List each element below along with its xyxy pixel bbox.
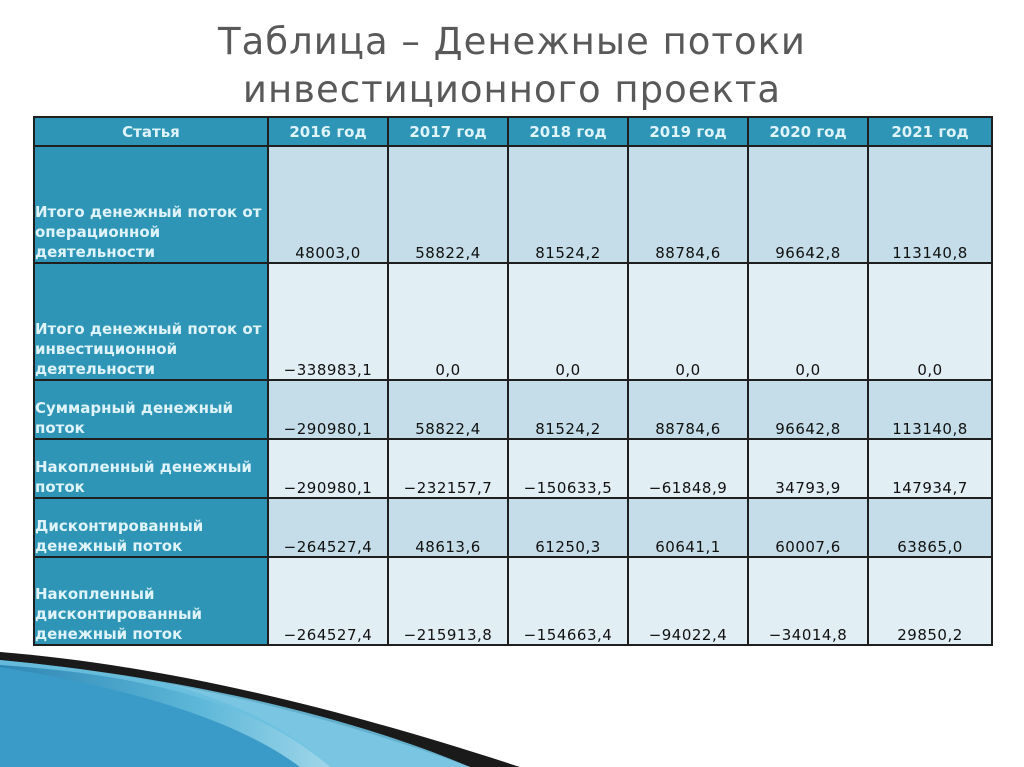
table-row xyxy=(34,380,992,439)
value-cell: 88784,6 xyxy=(628,146,748,263)
value-cell: 58822,4 xyxy=(388,146,508,263)
value-cell: 0,0 xyxy=(748,263,868,380)
value-cell: −215913,8 xyxy=(388,557,508,645)
row-label: Итого денежный поток от инвестиционной деятельности xyxy=(34,263,268,380)
value-cell: 61250,3 xyxy=(508,498,628,557)
value-cell: −34014,8 xyxy=(748,557,868,645)
value-cell: −154663,4 xyxy=(508,557,628,645)
header-cell-item: Статья xyxy=(34,117,268,146)
value-cell: 0,0 xyxy=(628,263,748,380)
row-label: Итого денежный поток от операционной деятельности xyxy=(34,146,268,263)
value-cell: 34793,9 xyxy=(748,439,868,498)
value-cell: −290980,1 xyxy=(268,439,388,498)
value-cell: 81524,2 xyxy=(508,380,628,439)
value-cell: 48613,6 xyxy=(388,498,508,557)
value-cell: 63865,0 xyxy=(868,498,992,557)
header-cell-year: 2021 год xyxy=(868,117,992,146)
header-cell-year: 2016 год xyxy=(268,117,388,146)
value-cell: −61848,9 xyxy=(628,439,748,498)
value-cell: 81524,2 xyxy=(508,146,628,263)
value-cell: −290980,1 xyxy=(268,380,388,439)
table-row xyxy=(34,498,992,557)
value-cell: 0,0 xyxy=(868,263,992,380)
value-cell: 58822,4 xyxy=(388,380,508,439)
value-cell: 113140,8 xyxy=(868,380,992,439)
header-cell-year: 2019 год xyxy=(628,117,748,146)
value-cell: −150633,5 xyxy=(508,439,628,498)
row-label: Суммарный денежный поток xyxy=(34,380,268,439)
value-cell: −264527,4 xyxy=(268,498,388,557)
value-cell: 88784,6 xyxy=(628,380,748,439)
value-cell: −232157,7 xyxy=(388,439,508,498)
header-cell-year: 2017 год xyxy=(388,117,508,146)
value-cell: −94022,4 xyxy=(628,557,748,645)
value-cell: 48003,0 xyxy=(268,146,388,263)
row-label: Накопленный денежный поток xyxy=(34,439,268,498)
slide-title-line-1: Таблица – Денежные потоки xyxy=(218,20,806,63)
value-cell: −264527,4 xyxy=(268,557,388,645)
header-cell-year: 2018 год xyxy=(508,117,628,146)
value-cell: 60641,1 xyxy=(628,498,748,557)
table-header-row xyxy=(34,117,992,146)
value-cell: 113140,8 xyxy=(868,146,992,263)
value-cell: 60007,6 xyxy=(748,498,868,557)
value-cell: 96642,8 xyxy=(748,146,868,263)
header-cell-year: 2020 год xyxy=(748,117,868,146)
slide-title-line-2: инвестиционного проекта xyxy=(242,68,782,111)
value-cell: 29850,2 xyxy=(868,557,992,645)
value-cell: 0,0 xyxy=(388,263,508,380)
table-row xyxy=(34,439,992,498)
table-row xyxy=(34,263,992,380)
table-row xyxy=(34,557,992,645)
slide-title xyxy=(0,18,1024,114)
value-cell: 96642,8 xyxy=(748,380,868,439)
row-label: Накопленный дисконтированный денежный поток xyxy=(34,557,268,645)
row-label: Дисконтированный денежный поток xyxy=(34,498,268,557)
table-row xyxy=(34,146,992,263)
value-cell: 0,0 xyxy=(508,263,628,380)
value-cell: −338983,1 xyxy=(268,263,388,380)
cash-flow-table xyxy=(33,116,993,646)
value-cell: 147934,7 xyxy=(868,439,992,498)
